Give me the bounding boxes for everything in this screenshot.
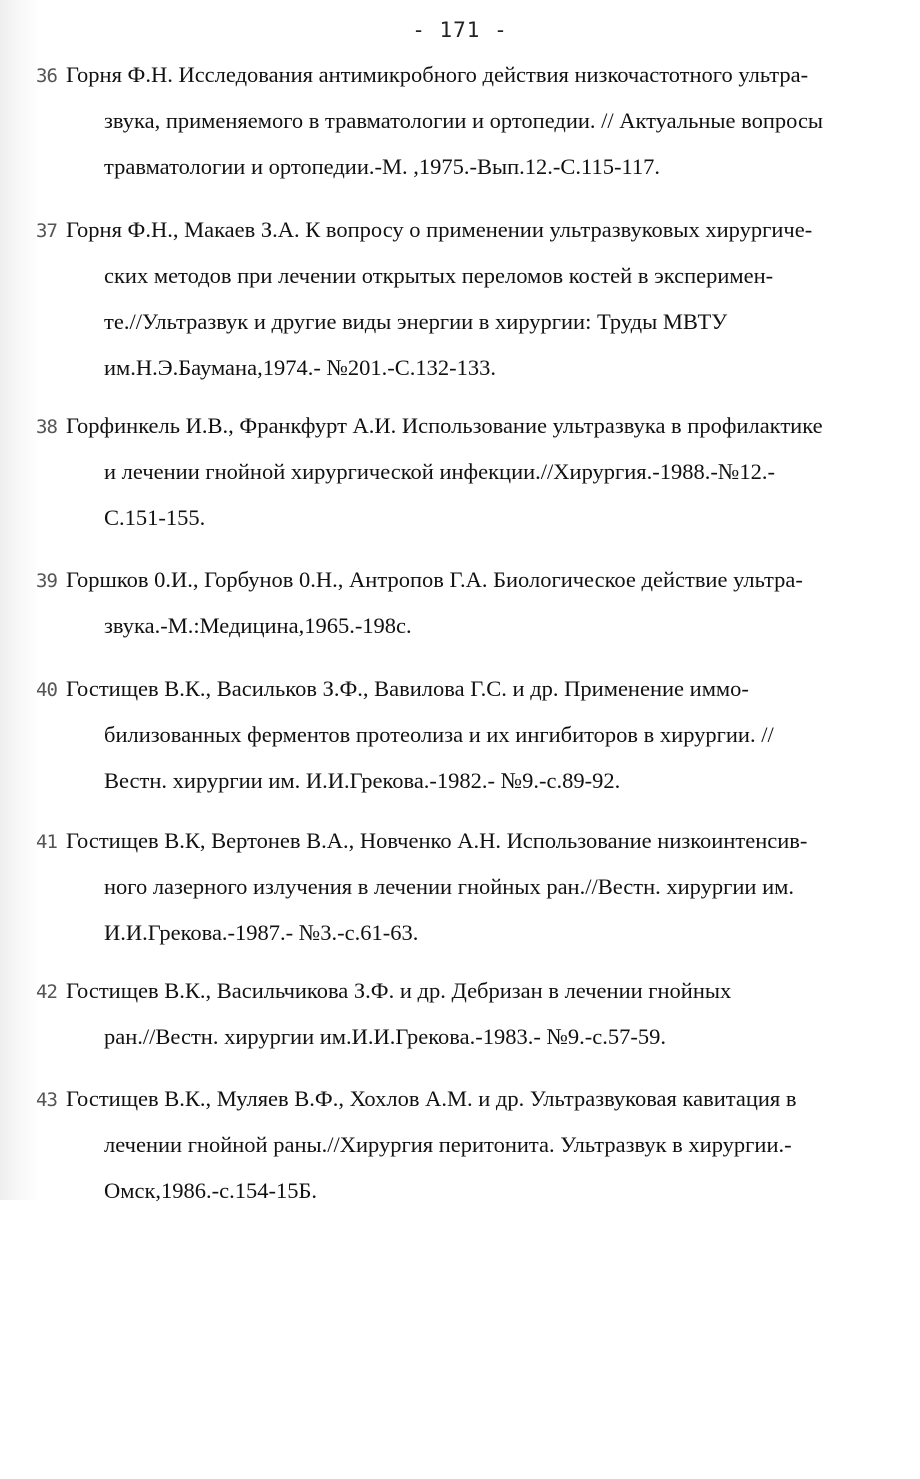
reference-number: 36 <box>36 65 57 87</box>
reference-text-line: Гостищев В.К, Вертонев В.А., Новченко А.Н. Использование низкоинтенсив- <box>66 828 808 853</box>
reference-text-line: Гостищев В.К., Васильков З.Ф., Вавилова Г.С. и др. Применение иммо- <box>66 676 749 701</box>
reference-text-line: билизованных ферментов протеолиза и их ингибиторов в хирургии. // <box>104 722 774 747</box>
reference-text-line: Омск,1986.-с.154-15Б. <box>104 1178 318 1203</box>
reference-text-line: И.И.Грекова.-1987.- №3.-с.61-63. <box>104 920 419 945</box>
page-number: - 171 - <box>412 18 508 42</box>
reference-item-41 <box>36 818 896 956</box>
reference-text-line: Горня Ф.Н. Исследования антимикробного действия низкочастотного ультра- <box>66 62 809 87</box>
reference-number: 37 <box>36 220 57 242</box>
reference-text-line: ран.//Вестн. хирургии им.И.И.Грекова.-1983.- №9.-с.57-59. <box>104 1024 667 1049</box>
reference-text-line: Горня Ф.Н., Макаев З.А. К вопросу о применении ультразвуковых хирургиче- <box>66 217 813 242</box>
reference-number: 42 <box>36 981 57 1003</box>
reference-number: 40 <box>36 679 57 701</box>
reference-item-42 <box>36 968 896 1060</box>
reference-text-line: Горфинкель И.В., Франкфурт А.И. Использование ультразвука в профилактике <box>66 413 823 438</box>
reference-text-line: звука.-М.:Медицина,1965.-198с. <box>104 613 412 638</box>
reference-number: 41 <box>36 831 57 853</box>
reference-item-38 <box>36 403 896 541</box>
reference-text-line: и лечении гнойной хирургической инфекции.//Хирургия.-1988.-№12.- <box>104 459 775 484</box>
reference-text-line: лечении гнойной раны.//Хирургия перитонита. Ультразвук в хирургии.- <box>104 1132 792 1157</box>
reference-text-line: звука, применяемого в травматологии и ортопедии. // Актуальные вопросы <box>104 108 824 133</box>
reference-text-line: те.//Ультразвук и другие виды энергии в хирургии: Труды МВТУ <box>104 309 728 334</box>
reference-item-36 <box>36 52 896 190</box>
reference-text-line: Вестн. хирургии им. И.И.Грекова.-1982.- №9.-с.89-92. <box>104 768 621 793</box>
reference-text-line: травматологии и ортопедии.-М. ,1975.-Вып.12.-С.115-117. <box>104 154 660 179</box>
reference-number: 43 <box>36 1089 57 1111</box>
reference-text-line: им.Н.Э.Баумана,1974.- №201.-С.132-133. <box>104 355 497 380</box>
reference-text-line: Гостищев В.К., Муляев В.Ф., Хохлов А.М. и др. Ультразвуковая кавитация в <box>66 1086 797 1111</box>
reference-item-43 <box>36 1076 896 1214</box>
scan-edge-shadow <box>0 0 40 1200</box>
reference-text-line: ских методов при лечении открытых переломов костей в эксперимен- <box>104 263 774 288</box>
reference-text-line: Горшков 0.И., Горбунов 0.Н., Антропов Г.А. Биологическое действие ультра- <box>66 567 803 592</box>
reference-item-40 <box>36 666 896 804</box>
reference-text-line: ного лазерного излучения в лечении гнойных ран.//Вестн. хирургии им. <box>104 874 794 899</box>
reference-number: 38 <box>36 416 57 438</box>
reference-number: 39 <box>36 570 57 592</box>
reference-item-37 <box>36 207 896 391</box>
reference-text-line: С.151-155. <box>104 505 206 530</box>
reference-item-39 <box>36 557 896 649</box>
reference-text-line: Гостищев В.К., Васильчикова З.Ф. и др. Дебризан в лечении гнойных <box>66 978 732 1003</box>
